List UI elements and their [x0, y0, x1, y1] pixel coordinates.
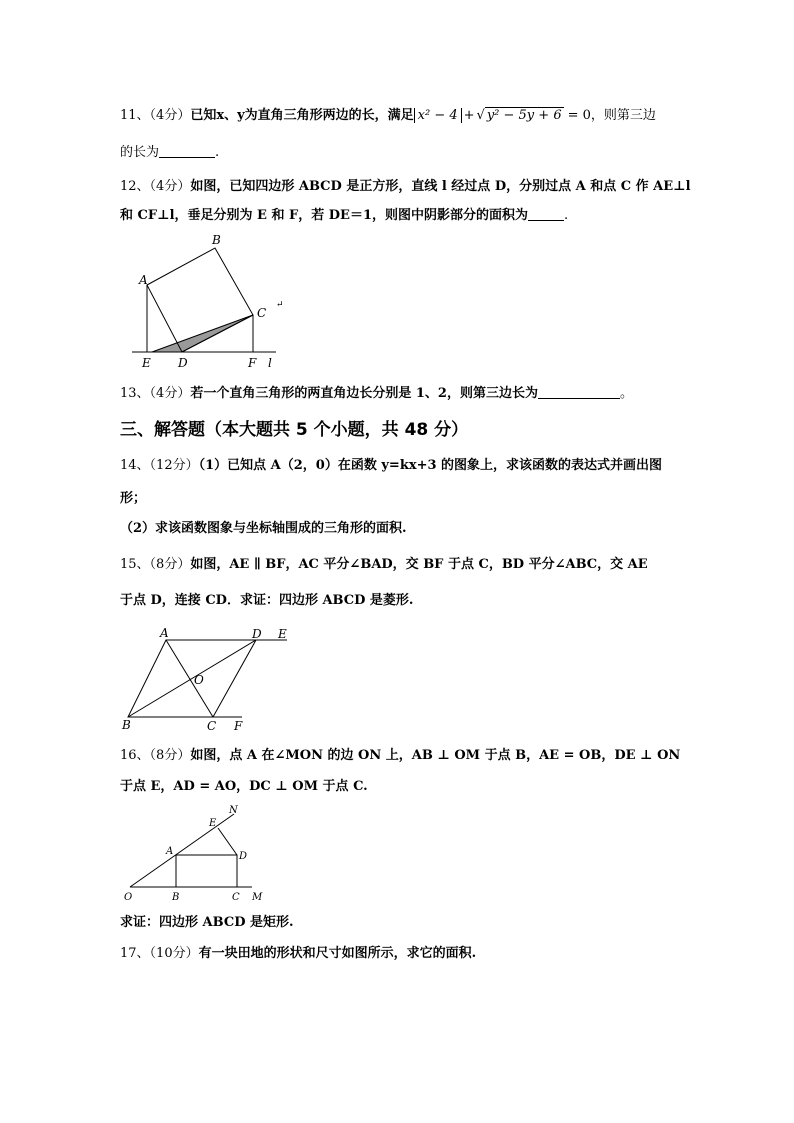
q16-line-1	[120, 746, 680, 766]
q12-number: 12、	[120, 179, 150, 194]
q14-text-b: 形；	[120, 491, 147, 506]
q11-answer-blank[interactable]	[159, 143, 215, 158]
q16-label-n: N	[229, 805, 238, 816]
q12-text-b: 和 CF⊥l，垂足分别为 E 和 F，若 DE＝1，则图中阴影部分的面积为	[120, 208, 528, 223]
q11-end: .	[215, 145, 220, 160]
q12-answer-blank[interactable]	[528, 206, 564, 221]
q16-label-b: B	[172, 892, 180, 903]
q16-line-3	[120, 913, 680, 933]
q15-label-f: F	[234, 719, 243, 733]
q15-line-2	[120, 591, 680, 611]
q15-label-b: B	[122, 718, 131, 732]
q11-text-c: 的长为	[120, 145, 160, 160]
q16-score: （8分）	[149, 748, 191, 763]
q14-line-1	[120, 456, 680, 476]
q15-label-c: C	[207, 719, 217, 733]
q13-text: 若一个直角三角形的两直角边长分别是 1、2，则第三边长为	[190, 386, 538, 401]
q11-line-1	[120, 106, 680, 126]
q15-number: 15、	[120, 557, 150, 572]
q12-return-mark: ↵	[276, 300, 284, 310]
q12-label-a: A	[139, 273, 148, 287]
q14-line-3	[120, 519, 680, 539]
q11-equals: = 0	[567, 108, 591, 123]
sqrt-symbol: √	[476, 108, 485, 123]
q15-label-e: E	[278, 627, 287, 641]
q15-label-o: O	[194, 673, 204, 687]
q13-line	[120, 384, 680, 404]
q12-text-a: 如图，已知四边形 ABCD 是正方形，直线 l 经过点 D，分别过点 A 和点 C 作 AE⊥l	[190, 179, 691, 194]
q11-math	[414, 108, 591, 123]
q12-shaded-triangle	[152, 315, 253, 352]
q11-plus: +	[463, 108, 475, 123]
q12-label-l: l	[268, 356, 272, 370]
q16-ray-on	[130, 814, 234, 887]
q14-text-c: （2）求该函数图象与坐标轴围成的三角形的面积.	[120, 521, 407, 536]
q12-label-f: F	[248, 356, 257, 370]
q16-segment-de	[218, 828, 237, 855]
q15-score: （8分）	[149, 557, 191, 572]
q17-score: （10分）	[149, 946, 199, 961]
q12-label-e: E	[142, 356, 151, 370]
q14-number: 14、	[120, 458, 150, 473]
q11-text-b: ，则第三边	[590, 108, 656, 123]
q11-score: （4分）	[149, 108, 191, 123]
q16-text-b: 于点 E，AD = AO，DC ⊥ OM 于点 C.	[120, 779, 368, 794]
q16-text-c: 求证：四边形 ABCD 是矩形.	[120, 915, 294, 930]
q11-number: 11、	[120, 108, 150, 123]
q13-answer-blank[interactable]	[538, 384, 620, 399]
q15-line-1	[120, 555, 680, 575]
q11-abs-expression: x² − 4	[414, 108, 462, 123]
q16-label-d: D	[239, 851, 248, 862]
q12-score: （4分）	[149, 179, 191, 194]
q11-text-a: 已知x、y为直角三角形两边的长，满足	[190, 108, 414, 123]
q16-label-m: M	[252, 892, 263, 903]
q16-rectangle-abcd	[176, 855, 237, 887]
q15-diagonal-ac	[166, 640, 213, 717]
q12-label-d: D	[178, 356, 188, 370]
q15-text-b: 于点 D，连接 CD．求证：四边形 ABCD 是菱形.	[120, 593, 414, 608]
q15-text-a: 如图，AE ∥ BF，AC 平分∠BAD，交 BF 于点 C，BD 平分∠ABC，交 AE	[190, 557, 648, 572]
q11-line-2	[120, 143, 680, 163]
q14-text-a: （1）已知点 A（2，0）在函数 y=kx+3 的图象上，求该函数的表达式并画出图	[198, 458, 663, 473]
q16-label-o: O	[124, 892, 133, 903]
q11-sqrt-expression: y² − 5y + 6	[486, 108, 562, 123]
q12-label-c: C	[257, 306, 267, 320]
q16-figure	[120, 802, 270, 906]
q12-line-2	[120, 206, 680, 226]
q16-label-e: E	[209, 818, 217, 829]
q14-score: （12分）	[149, 458, 199, 473]
q17-text: 有一块田地的形状和尺寸如图所示，求它的面积.	[198, 946, 477, 961]
q16-text-a: 如图，点 A 在∠MON 的边 ON 上，AB ⊥ OM 于点 B，AE = OB，DE ⊥ ON	[190, 748, 681, 763]
q14-line-2	[120, 489, 680, 509]
q16-label-c: C	[232, 892, 240, 903]
q17-number: 17、	[120, 946, 150, 961]
q12-label-b: B	[212, 233, 221, 247]
q13-score: （4分）	[149, 386, 191, 401]
section-title: 三、解答题（本大题共 5 个小题，共 48 分）	[120, 420, 469, 440]
q16-number: 16、	[120, 748, 150, 763]
q16-line-2	[120, 777, 680, 797]
q15-figure	[120, 626, 290, 736]
q13-number: 13、	[120, 386, 150, 401]
q16-label-a: A	[166, 846, 174, 857]
q15-label-d: D	[252, 627, 262, 641]
q12-end: .	[564, 208, 569, 223]
q12-line-1	[120, 177, 691, 197]
q17-line	[120, 944, 680, 964]
q12-figure	[130, 228, 300, 374]
q13-end: 。	[619, 386, 633, 401]
q15-label-a: A	[160, 626, 169, 640]
